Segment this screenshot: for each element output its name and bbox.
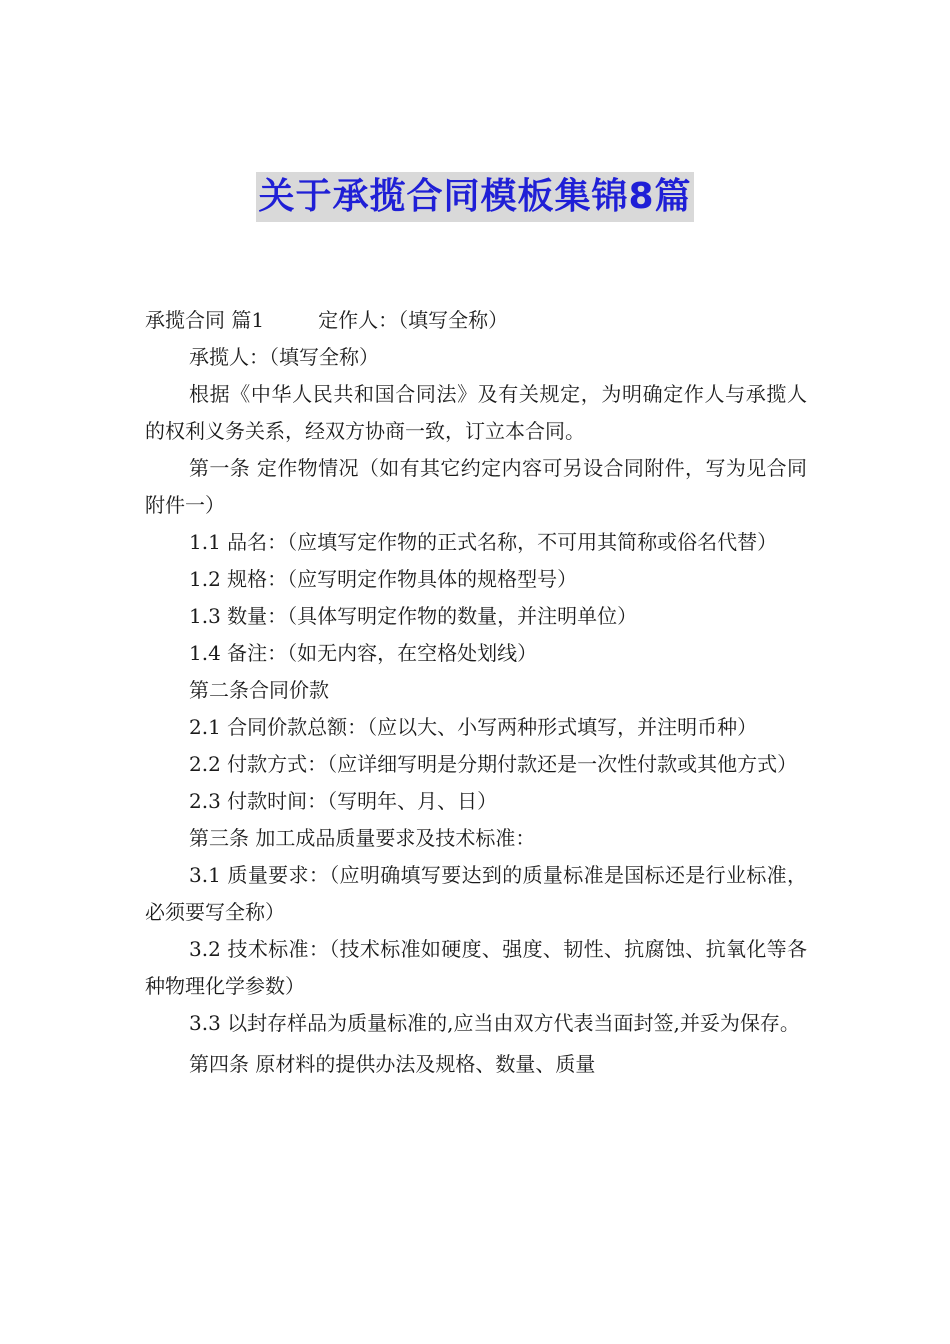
paragraph: 3.1 质量要求：（应明确填写要达到的质量标准是国标还是行业标准，必须要写全称） (145, 863, 807, 924)
paragraph: 1.3 数量：（具体写明定作物的数量，并注明单位） (189, 604, 638, 628)
paragraph: 承揽人：（填写全称） (189, 345, 379, 369)
document-body (145, 302, 807, 1083)
document-title-block (0, 172, 950, 222)
paragraph: 3.2 技术标准：（技术标准如硬度、强度、韧性、抗腐蚀、抗氧化等各种物理化学参数） (145, 937, 807, 998)
first-line (145, 302, 807, 339)
paragraph: 3.3 以封存样品为质量标准的,应当由双方代表当面封签,并妥为保存。 (189, 1011, 800, 1035)
first-line-text: 定作人：（填写全称） (318, 308, 509, 332)
paragraph: 2.2 付款方式：（应详细写明是分期付款还是一次性付款或其他方式） (189, 752, 798, 776)
paragraph: 1.4 备注：（如无内容，在空格处划线） (189, 641, 538, 665)
paragraph: 1.1 品名：（应填写定作物的正式名称，不可用其简称或俗名代替） (189, 530, 778, 554)
paragraph: 2.1 合同价款总额：（应以大、小写两种形式填写，并注明币种） (189, 715, 758, 739)
paragraph: 1.2 规格：（应写明定作物具体的规格型号） (189, 567, 578, 591)
paragraph: 第三条 加工成品质量要求及技术标准： (189, 826, 536, 850)
document-title: 关于承揽合同模板集锦8篇 (256, 172, 693, 222)
paragraph: 根据《中华人民共和国合同法》及有关规定，为明确定作人与承揽人的权利义务关系，经双方协商一致，订立本合同。 (145, 382, 807, 443)
paragraph: 第四条 原材料的提供办法及规格、数量、质量 (189, 1052, 596, 1076)
paragraph: 2.3 付款时间：（写明年、月、日） (189, 789, 498, 813)
paragraph: 第一条 定作物情况（如有其它约定内容可另设合同附件，写为见合同附件一） (145, 456, 807, 517)
section-heading: 承揽合同 篇1 (145, 308, 265, 332)
paragraph: 第二条合同价款 (189, 678, 329, 702)
